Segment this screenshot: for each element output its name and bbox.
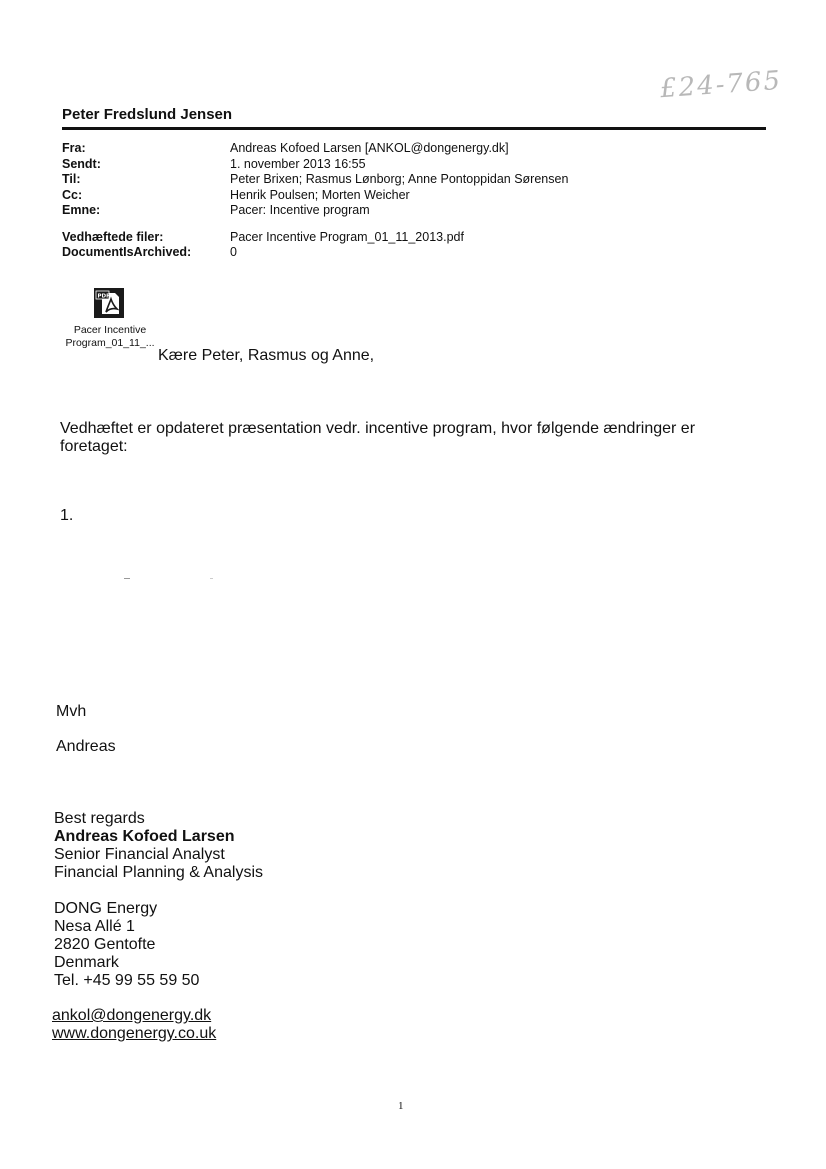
mailbox-owner-name: Peter Fredslund Jensen [62,106,233,123]
sent-value: 1. november 2013 16:55 [230,156,366,171]
subject-label: Emne: [62,203,101,217]
scan-speck [210,578,213,579]
signoff-name: Andreas [56,738,116,755]
attachments-row [62,230,568,246]
pdf-icon[interactable] [93,287,125,319]
intro-paragraph: Vedhæftet er opdateret præsentation vedr. incentive program, hvor følgende ændringer er foretaget: [60,420,696,455]
email-link[interactable]: ankol@dongenergy.dk [52,1007,212,1024]
address-block [54,900,199,990]
address-company: DONG Energy [54,900,158,917]
cc-row [62,188,568,204]
contact-links [52,1007,216,1043]
address-street: Nesa Allé 1 [54,918,135,935]
from-row [62,141,568,157]
svg-text:PDF: PDF [97,293,110,300]
address-country: Denmark [54,954,119,971]
subject-row [62,203,568,219]
to-label: Til: [62,172,81,186]
archived-label: DocumentIsArchived: [62,245,192,259]
subject-value: Pacer: Incentive program [230,203,370,217]
list-item-number: 1. [60,507,74,524]
to-row [62,172,568,188]
from-label: Fra: [62,141,86,155]
attachments-label: Vedhæftede filer: [62,229,164,244]
greeting: Kære Peter, Rasmus og Anne, [158,347,375,364]
attachment-caption-line1: Pacer Incentive [73,324,147,336]
archived-value: 0 [230,245,237,259]
closing-line: Mvh [56,703,87,720]
signature-name: Andreas Kofoed Larsen [54,828,235,845]
sent-row [62,157,568,173]
page-number: 1 [398,1100,404,1112]
attachments-value[interactable]: Pacer Incentive Program_01_11_2013.pdf [230,229,464,244]
attachment-caption[interactable] [62,324,158,350]
address-city: 2820 Gentofte [54,936,156,953]
attachment-caption-line2: Program_01_11_... [65,337,155,349]
scan-speck [124,578,130,579]
website-link[interactable]: www.dongenergy.co.uk [52,1025,217,1042]
header-rule [62,127,766,130]
from-value: Andreas Kofoed Larsen [ANKOL@dongenergy.dk] [230,141,509,155]
handwritten-reference-mark: £24-765 [659,65,783,105]
signature-title: Senior Financial Analyst [54,846,225,863]
signature-regards: Best regards [54,810,145,827]
to-value: Peter Brixen; Rasmus Lønborg; Anne Pontoppidan Sørensen [230,172,569,186]
sent-label: Sendt: [62,156,101,171]
address-phone: Tel. +45 99 55 59 50 [54,972,200,989]
email-header-block [62,141,568,261]
signature-department: Financial Planning & Analysis [54,864,264,881]
cc-label: Cc: [62,187,83,202]
cc-value: Henrik Poulsen; Morten Weicher [230,187,410,202]
signature-block [54,810,263,882]
archived-row [62,245,568,261]
